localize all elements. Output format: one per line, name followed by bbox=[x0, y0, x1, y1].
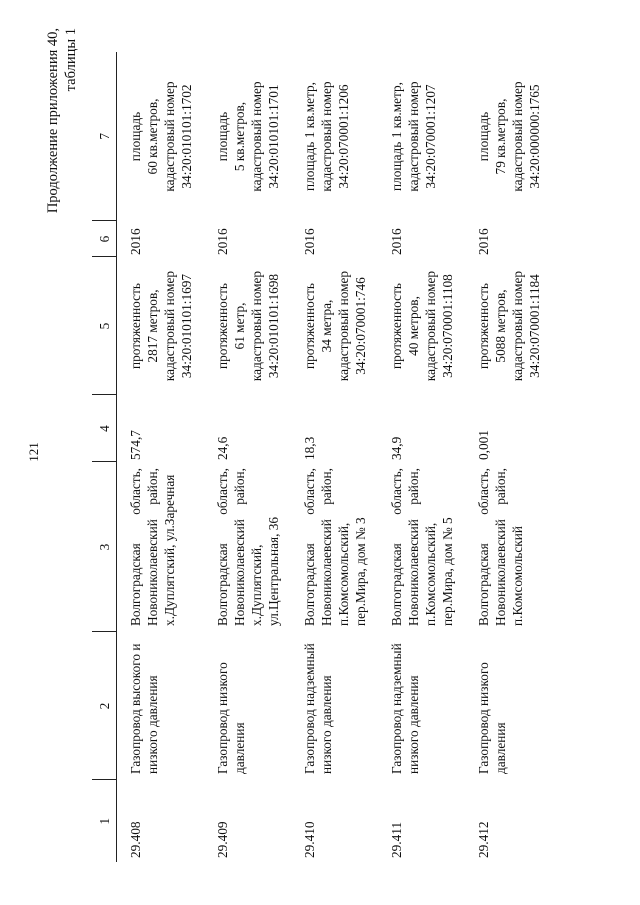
continuation-caption bbox=[44, 28, 80, 268]
char-line: протяженность bbox=[476, 283, 491, 369]
object-name: Газопровод низкого давления bbox=[476, 662, 508, 774]
note-line: кадастровый номер bbox=[249, 81, 264, 192]
object-address bbox=[117, 462, 205, 632]
address-text: Волгоградская область, Новониколаевский район, п.Комсомольский, пер.Мира, дом № 5 bbox=[389, 468, 455, 626]
header-row bbox=[92, 52, 117, 862]
address-text: Волгоградская область, Новониколаевский район, п.Комсомольский bbox=[476, 468, 525, 626]
object-note bbox=[465, 52, 552, 221]
table-row bbox=[465, 52, 552, 862]
object-address bbox=[291, 462, 378, 632]
char-line: 5088 метров, bbox=[493, 289, 508, 363]
char-line: 34:20:070001:746 bbox=[353, 277, 368, 375]
object-name: Газопровод надземный низкого давления bbox=[389, 643, 421, 774]
row-number: 29.411 bbox=[389, 821, 404, 858]
appendix-table bbox=[92, 52, 552, 862]
rotated-table bbox=[92, 52, 542, 862]
object-value: 34,9 bbox=[389, 436, 404, 460]
note-line: кадастровый номер bbox=[319, 81, 334, 192]
object-year: 2016 bbox=[389, 228, 404, 255]
header-col-1: 1 bbox=[92, 780, 117, 862]
object-name: Газопровод низкого давления bbox=[215, 662, 247, 774]
object-characteristics bbox=[291, 257, 378, 395]
address-text: Волгоградская область, Новониколаевский район, х.Дуплятский, ул.Центральная, 36 bbox=[215, 468, 281, 626]
note-line: 34:20:000000:1765 bbox=[527, 84, 542, 189]
object-name: Газопровод надземный низкого давления bbox=[302, 643, 334, 774]
object-value: 24,6 bbox=[215, 436, 230, 460]
object-characteristics bbox=[378, 257, 465, 395]
note-line: кадастровый номер bbox=[510, 81, 525, 192]
note-line: площадь bbox=[476, 111, 491, 162]
char-line: кадастровый номер bbox=[249, 270, 264, 382]
char-line: 2817 метров, bbox=[145, 289, 160, 363]
object-value: 0,001 bbox=[476, 430, 491, 460]
char-line: протяженность bbox=[128, 283, 143, 369]
note-line: площадь bbox=[215, 111, 230, 162]
char-line: протяженность bbox=[302, 283, 317, 369]
note-line: площадь 1 кв.метр, bbox=[302, 82, 317, 191]
table-row bbox=[117, 52, 205, 862]
note-line: кадастровый номер bbox=[406, 81, 421, 192]
row-number: 29.408 bbox=[128, 821, 143, 858]
continuation-line-2: таблицы 1 bbox=[63, 28, 79, 92]
object-characteristics bbox=[117, 257, 205, 395]
header-col-7: 7 bbox=[92, 52, 117, 221]
object-note bbox=[378, 52, 465, 221]
address-text: Волгоградская область, Новониколаевский район, п.Комсомольский, пер.Мира, дом № 3 bbox=[302, 468, 368, 626]
row-number: 29.412 bbox=[476, 821, 491, 858]
char-line: 34:20:010101:1698 bbox=[266, 273, 281, 379]
table-row bbox=[378, 52, 465, 862]
char-line: 40 метров, bbox=[406, 296, 421, 356]
char-line: кадастровый номер bbox=[162, 270, 177, 382]
object-value: 574,7 bbox=[128, 430, 143, 460]
char-line: протяженность bbox=[215, 283, 230, 369]
note-line: 34:20:010101:1702 bbox=[179, 84, 194, 189]
char-line: 34 метра, bbox=[319, 299, 334, 353]
object-address bbox=[465, 462, 552, 632]
header-col-2: 2 bbox=[92, 632, 117, 780]
object-characteristics bbox=[204, 257, 291, 395]
note-line: 34:20:070001:1207 bbox=[423, 84, 438, 189]
header-col-5: 5 bbox=[92, 257, 117, 395]
object-year: 2016 bbox=[302, 228, 317, 255]
object-year: 2016 bbox=[128, 228, 143, 255]
object-name: Газопровод высокого и низкого давления bbox=[128, 643, 160, 774]
continuation-line-1: Продолжение приложения 40, bbox=[45, 28, 61, 214]
object-year: 2016 bbox=[215, 228, 230, 255]
header-col-3: 3 bbox=[92, 462, 117, 632]
page-number: 121 bbox=[25, 442, 41, 462]
note-line: площадь 1 кв.метр, bbox=[389, 82, 404, 191]
address-text: Волгоградская область, Новониколаевский район, х.Дуплятский, ул.Заречная bbox=[128, 468, 177, 626]
object-address bbox=[378, 462, 465, 632]
table-container bbox=[92, 52, 542, 862]
note-line: кадастровый номер bbox=[162, 81, 177, 192]
row-number: 29.410 bbox=[302, 821, 317, 858]
note-line: 34:20:070001:1206 bbox=[336, 84, 351, 189]
char-line: протяженность bbox=[389, 283, 404, 369]
object-address bbox=[204, 462, 291, 632]
char-line: 34:20:070001:1184 bbox=[527, 274, 542, 378]
char-line: кадастровый номер bbox=[423, 270, 438, 382]
row-number: 29.409 bbox=[215, 821, 230, 858]
char-line: 34:20:010101:1697 bbox=[179, 273, 194, 379]
object-note bbox=[204, 52, 291, 221]
note-line: 60 кв.метров, bbox=[145, 98, 160, 175]
table-row bbox=[291, 52, 378, 862]
char-line: кадастровый номер bbox=[336, 270, 351, 382]
note-line: 5 кв.метров, bbox=[232, 101, 247, 172]
note-line: 79 кв.метров, bbox=[493, 98, 508, 175]
table-row bbox=[204, 52, 291, 862]
object-note bbox=[117, 52, 205, 221]
note-line: 34:20:010101:1701 bbox=[266, 84, 281, 189]
char-line: кадастровый номер bbox=[510, 270, 525, 382]
char-line: 34:20:070001:1108 bbox=[440, 274, 455, 378]
object-year: 2016 bbox=[476, 228, 491, 255]
header-col-4: 4 bbox=[92, 395, 117, 462]
char-line: 61 метр, bbox=[232, 302, 247, 350]
header-col-6: 6 bbox=[92, 221, 117, 257]
object-value: 18,3 bbox=[302, 436, 317, 460]
object-characteristics bbox=[465, 257, 552, 395]
note-line: площадь bbox=[128, 111, 143, 162]
object-note bbox=[291, 52, 378, 221]
